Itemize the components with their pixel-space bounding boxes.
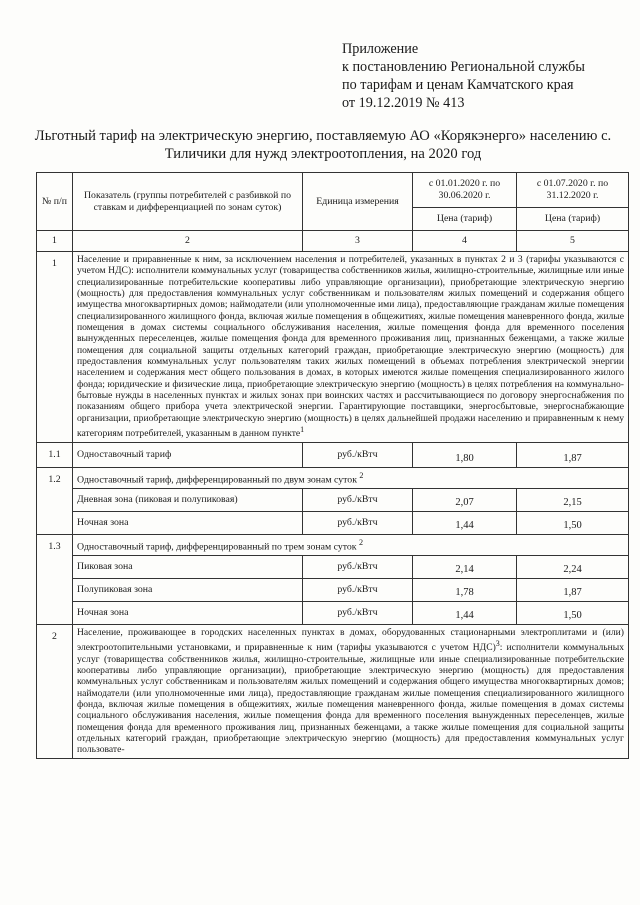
price-period-1: 2,07 bbox=[413, 488, 517, 511]
zone-unit: руб./кВтч bbox=[303, 488, 413, 511]
col-number-3: 3 bbox=[303, 231, 413, 252]
header-line-4: от 19.12.2019 № 413 bbox=[342, 95, 465, 111]
row-label bbox=[73, 534, 629, 555]
row-description-text-b: исполнители коммунальных услуг (товарищества собственников жилья, жилищно-строительные, жилищные или иные специализированные потребительские кооперативы либо управляющие организации), приобретающие электрическую энергию (мощность) для предоставления коммунальных услуг собственникам и пользователям жилых помещений и содержания общего имущества многоквартирных домов; наймодатели (или уполномоченные ими лица), предоставляющие гражданам жилые помещения специализированного жилищного фонда, включая жилые помещения в общежитиях, жилые помещения маневренного фонда, жилые помещения в домах системы социального обслуживания населения, жилые помещения фонда для временного поселения вынужденных переселенцев, жилые помещения фонда для временного проживания лиц, признанных беженцами, а также жилые помещения для социальной защиты отдельных категорий граждан, приобретающие электрическую энергию (мощность) для предоставления коммунальных услуг пользовате- bbox=[77, 642, 624, 756]
header-unit: Единица измерения bbox=[303, 173, 413, 231]
row-number: 2 bbox=[37, 624, 73, 758]
row-description-text: Население и приравненные к ним, за исключением населения и потребителей, указанных в пунктах 2 и 3 (тарифы указываются с учетом НДС): исполнители коммунальных услуг (товарищества собственников жилья, жилищно-строительные, жилищные или иные специализированные потребительские кооперативы либо управляющие организации), приобретающие электрическую энергию (мощность) для предоставления коммунальных услуг собственникам и пользователям жилых помещений и содержания общего имущества многоквартирных домов; наймодатели (или уполномоченные ими лица), предоставляющие гражданам жилые помещения специализированного жилищного фонда, включая жилые помещения в общежитиях, жилые помещения маневренного фонда, жилые помещения в домах системы социального обслуживания населения, жилые помещения фонда для временного поселения вынужденных переселенцев, жилые помещения фонда для временного проживания лиц, признанных беженцами, а также жилые помещения для социальной защиты отдельных категорий граждан, приобретающие электрическую энергию (мощность) для предоставления коммунальных услуг пользователям таких жилых помещений в объемах потребления электрической энергии населением и содержания мест общего пользования в домах, в которых имеются жилые помещения специализированного жилого фонда; юридические и физические лица, приобретающие электрическую энергию (мощность) в целях потребления на коммунально-бытовые нужды в населенных пунктах и жилых зонах при воинских частях и рассчитывающиеся по договору энергоснабжения по показаниям общего прибора учета электрической энергии. Гарантирующие поставщики, энергосбытовые, энергоснабжающие организации, приобретающие электрическую энергию (мощность) в целях дальнейшей продажи населению и приравненным к нему категориям потребителей, указанным в данном пункте bbox=[77, 254, 624, 440]
zone-unit: руб./кВтч bbox=[303, 601, 413, 624]
price-period-2: 1,87 bbox=[517, 578, 629, 601]
column-number-row bbox=[37, 231, 629, 252]
footnote-marker: 2 bbox=[359, 537, 364, 547]
header-indicator: Показатель (группы потребителей с разбивкой по ставкам и дифференциацией по зонам суток) bbox=[73, 173, 303, 231]
price-period-2: 1,50 bbox=[517, 601, 629, 624]
price-period-2: 2,24 bbox=[517, 555, 629, 578]
zone-unit: руб./кВтч bbox=[303, 511, 413, 534]
row-number: 1 bbox=[37, 252, 73, 443]
zone-label: Ночная зона bbox=[73, 601, 303, 624]
header-price-2: Цена (тариф) bbox=[517, 208, 629, 231]
header-period-1: с 01.01.2020 г. по 30.06.2020 г. bbox=[413, 173, 517, 208]
zone-unit: руб./кВтч bbox=[303, 555, 413, 578]
row-description: Население, проживающее в городских населенных пунктах в домах, оборудованных стационарными электроплитами и (или) электроотопительными установками, и приравненные к ним (тарифы указываются с учетом НДС)$^3$: исполнители коммунальных услуг (товарищества собственников жилья, жилищно-строительные, жилищные или иные специализированные потребительские кооперативы либо управляющие организации), приобретающие электрическую энергию (мощность) для предоставления коммунальных услуг собственникам и пользователям жилых помещений и содержания общего имущества многоквартирных домов; наймодатели (или уполномоченные ими лица), предоставляющие гражданам жилые помещения специализированного жилищного фонда, включая жилые помещения в общежитиях, жилые помещения маневренного фонда, жилые помещения в домах системы социального обслуживания населения, жилые помещения фонда для временного поселения вынужденных переселенцев, жилые помещения фонда для временного проживания лиц, признанных беженцами, а также жилые помещения для социальной защиты отдельных категорий граждан, приобретающие электрическую энергию (мощность) для предоставления коммунальных услуг пользовате- bbox=[73, 624, 629, 758]
table-row bbox=[37, 624, 629, 758]
row-description bbox=[73, 252, 629, 443]
tariff-table bbox=[36, 172, 629, 759]
header-price-1: Цена (тариф) bbox=[413, 208, 517, 231]
row-number: 1.3 bbox=[37, 534, 73, 624]
table-row bbox=[37, 601, 629, 624]
header-line-2: к постановлению Региональной службы bbox=[342, 59, 585, 75]
zone-label: Дневная зона (пиковая и полупиковая) bbox=[73, 488, 303, 511]
row-label-text: Одноставочный тариф, дифференцированный по трем зонам суток bbox=[77, 541, 357, 553]
col-number-4: 4 bbox=[413, 231, 517, 252]
footnote-marker: 1 bbox=[300, 425, 305, 435]
price-period-2: 2,15 bbox=[517, 488, 629, 511]
table-row bbox=[37, 555, 629, 578]
document-title: Льготный тариф на электрическую энергию, поставляемую АО «Корякэнерго» населению с. Тиличики для нужд электроотопления, на 2020 год bbox=[34, 128, 612, 162]
footnote-marker: 2 bbox=[359, 470, 364, 480]
price-period-2: 1,50 bbox=[517, 511, 629, 534]
document-header bbox=[342, 40, 585, 112]
table-row bbox=[37, 252, 629, 443]
zone-label: Пиковая зона bbox=[73, 555, 303, 578]
zone-unit: руб./кВтч bbox=[303, 578, 413, 601]
row-unit: руб./кВтч bbox=[303, 442, 413, 467]
row-label bbox=[73, 467, 629, 488]
row-description-text-a: Население, проживающее в городских населенных пунктах в домах, оборудованных стационарными электроплитами и (или) электроотопительными установками, и приравненные к ним (тарифы указываются с учетом НДС) bbox=[77, 626, 624, 654]
table-header-row bbox=[37, 173, 629, 208]
footnote-marker: 3 bbox=[495, 639, 500, 649]
table-row bbox=[37, 578, 629, 601]
row-number: 1.1 bbox=[37, 442, 73, 467]
col-number-2: 2 bbox=[73, 231, 303, 252]
header-line-1: Приложение bbox=[342, 41, 419, 57]
header-line-3: по тарифам и ценам Камчатского края bbox=[342, 77, 574, 93]
col-number-5: 5 bbox=[517, 231, 629, 252]
table-row bbox=[37, 534, 629, 555]
table-row bbox=[37, 511, 629, 534]
price-period-1: 1,80 bbox=[413, 442, 517, 467]
price-period-1: 2,14 bbox=[413, 555, 517, 578]
table-row bbox=[37, 488, 629, 511]
price-period-1: 1,44 bbox=[413, 511, 517, 534]
price-period-2: 1,87 bbox=[517, 442, 629, 467]
header-period-2: с 01.07.2020 г. по 31.12.2020 г. bbox=[517, 173, 629, 208]
row-number: 1.2 bbox=[37, 467, 73, 534]
row-label: Одноставочный тариф bbox=[73, 442, 303, 467]
table-row bbox=[37, 467, 629, 488]
col-number-1: 1 bbox=[37, 231, 73, 252]
table-row bbox=[37, 442, 629, 467]
zone-label: Ночная зона bbox=[73, 511, 303, 534]
header-num: № п/п bbox=[37, 173, 73, 231]
price-period-1: 1,44 bbox=[413, 601, 517, 624]
price-period-1: 1,78 bbox=[413, 578, 517, 601]
row-label-text: Одноставочный тариф, дифференцированный по двум зонам суток bbox=[77, 474, 357, 486]
zone-label: Полупиковая зона bbox=[73, 578, 303, 601]
